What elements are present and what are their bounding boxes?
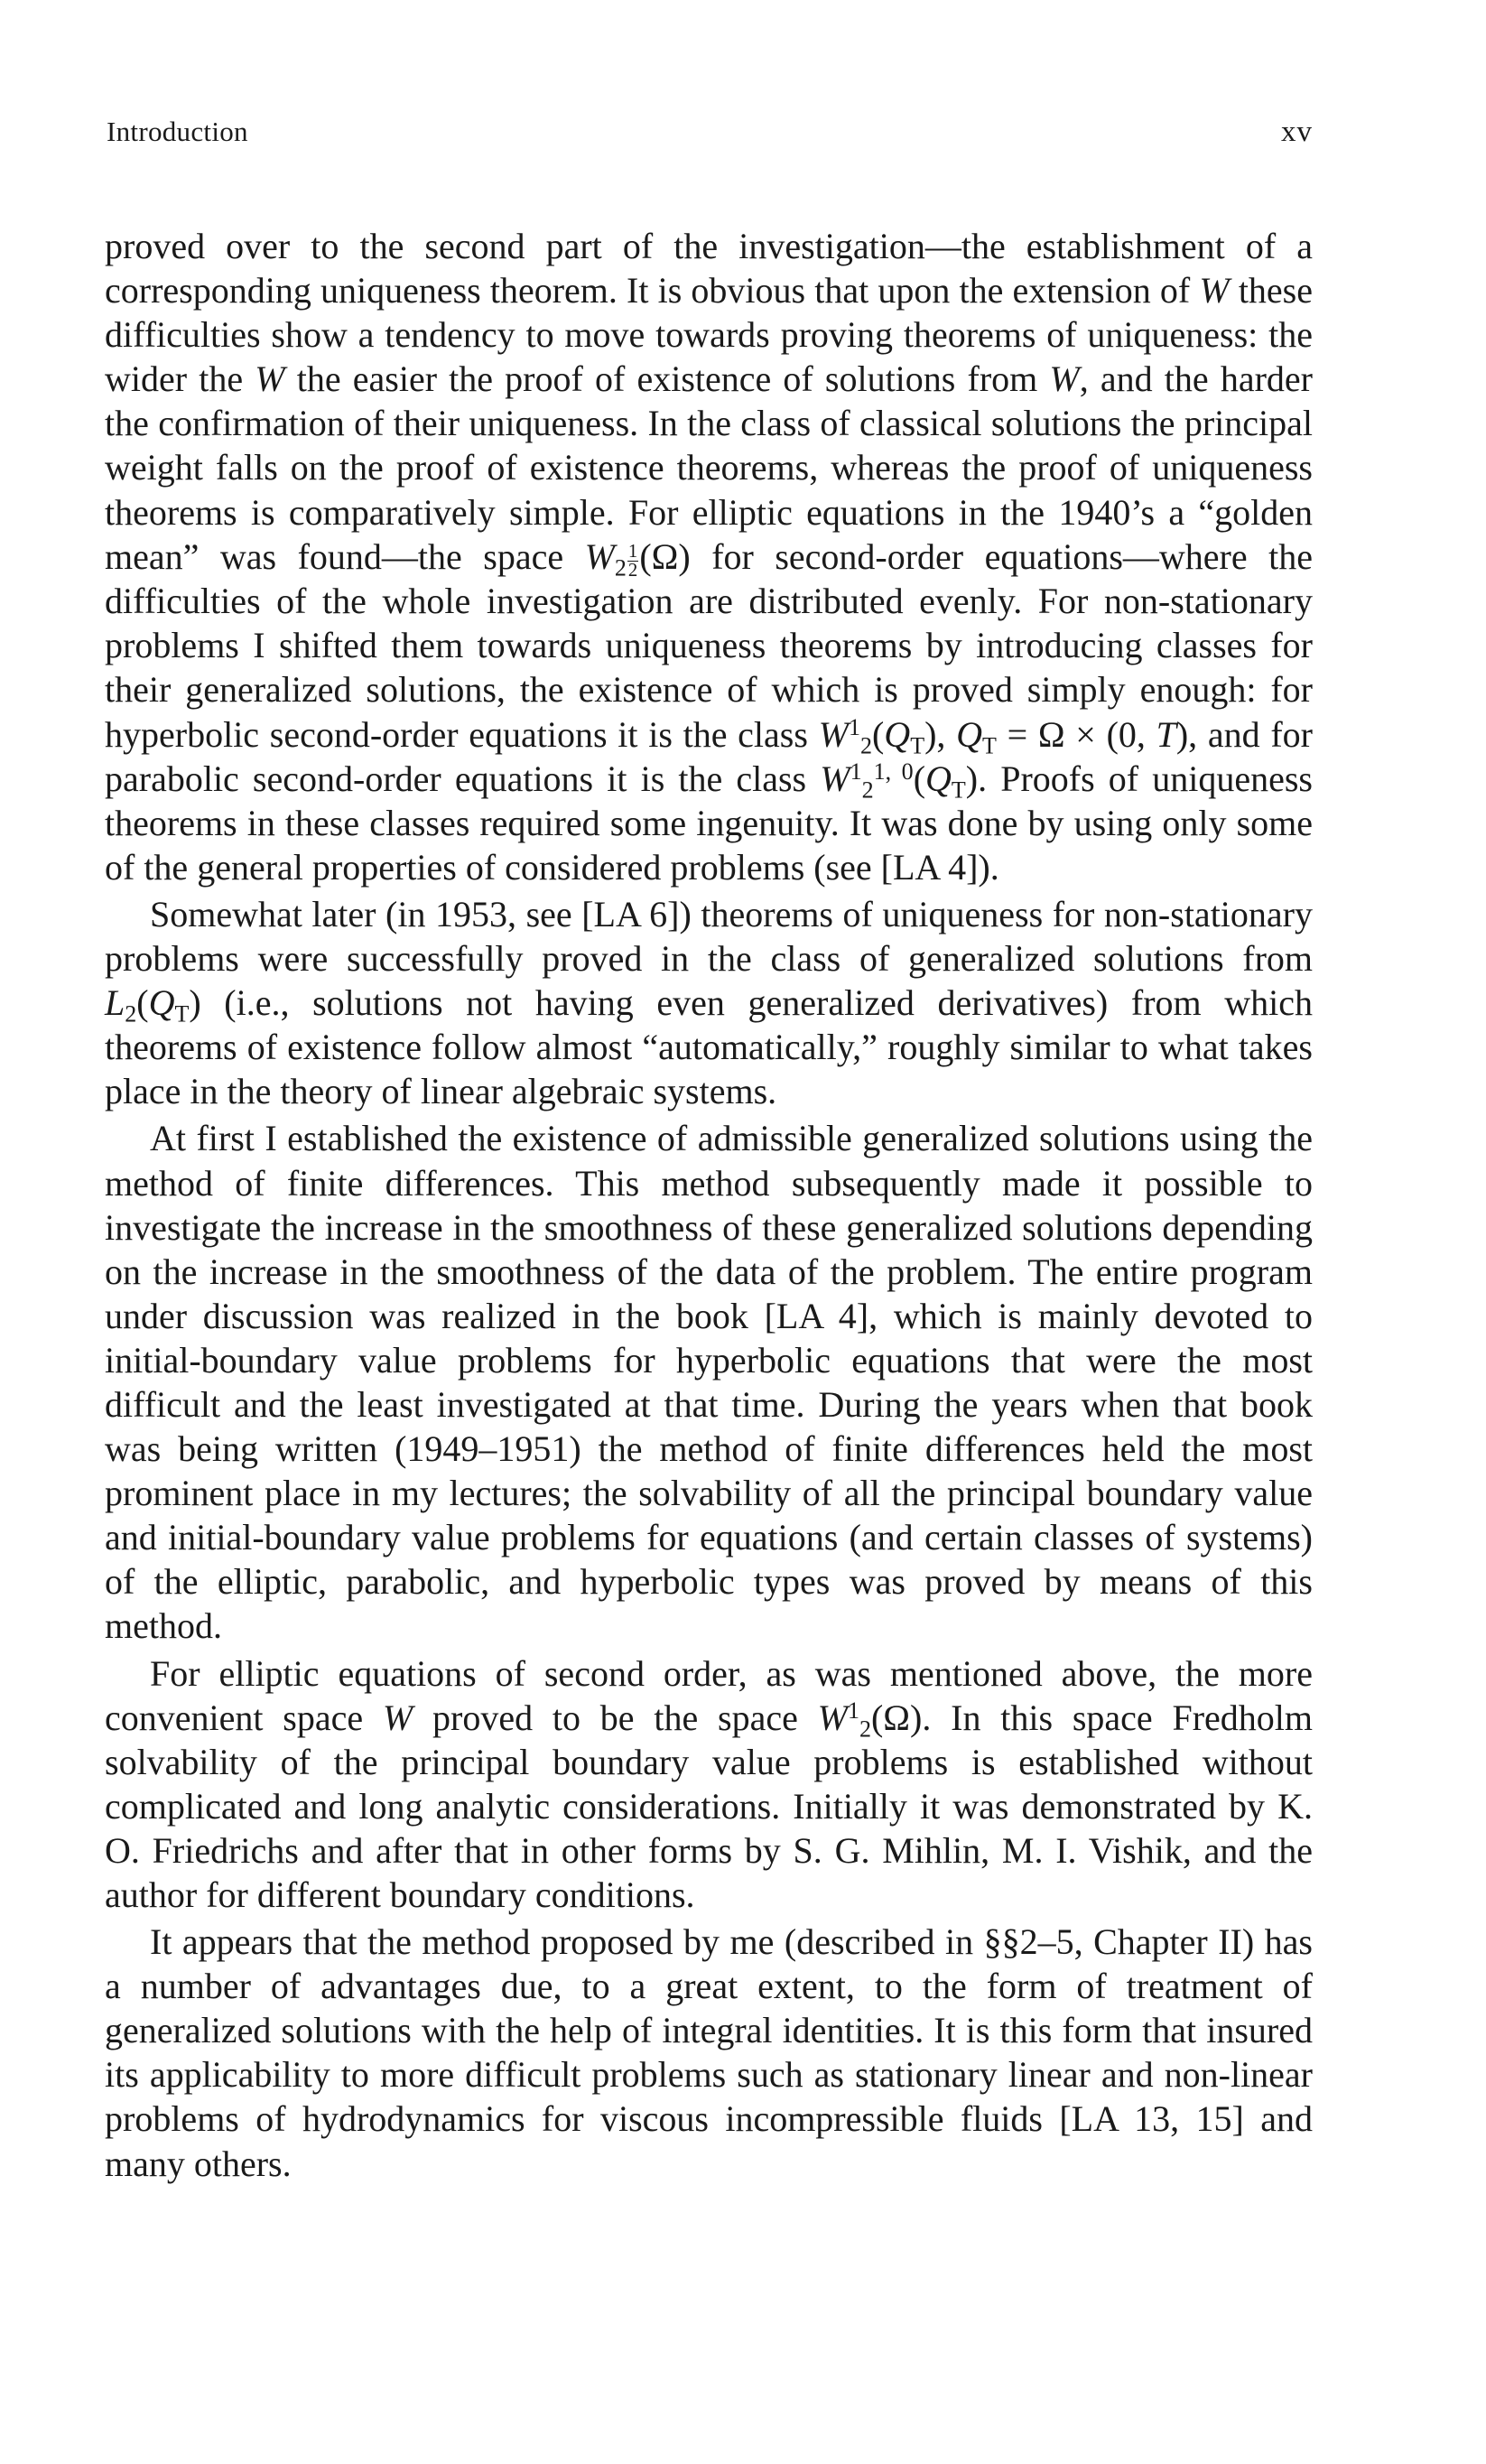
math-subscript: 2 [614, 553, 627, 581]
math-subscript: 2 [125, 1000, 137, 1027]
math-symbol: W [382, 1697, 413, 1738]
text-run: = Ω × (0, [996, 713, 1156, 755]
text-run: ( [913, 758, 926, 799]
math-symbol: T [1156, 713, 1176, 755]
paragraph [105, 224, 1313, 889]
text-run: It appears that the method proposed by me (described in §§2–5, Chapter II) has a number of advantages due, to a great extent, to the form of treatment of generalized solutions with the help of integral identities. It is this form that insured its applicability to more difficult problems such as stationary linear and non-linear problems of hydrodynamics for viscous incompressible fluids [LA 13, 15] and many others. [105, 1921, 1313, 2184]
paragraph [105, 892, 1313, 1113]
text-run: ). Proofs of uniqueness theorems in these classes required some ingenuity. It was done by using only some of the general properties of considered problems (see [LA 4]). [105, 758, 1313, 888]
running-title: Introduction [107, 116, 248, 147]
text-run: proved over to the second part of the investigation—the establishment of a corresponding uniqueness theorem. It is obvious that upon the extension of [105, 226, 1313, 311]
body-text [105, 224, 1313, 2186]
math-subscript: T [982, 731, 997, 758]
math-fraction [627, 540, 638, 581]
math-symbol: Q [884, 713, 911, 755]
text-run: At first I established the existence of admissible generalized solutions using the method of finite differences. This method subsequently made it possible to investigate the increase in the smoothness of these generalized solutions depending on the increase in the smoothness of the data of the problem. The entire program under discussion was realized in the book [LA 4], which is mainly devoted to initial-boundary value problems for hyperbolic equations that were the most difficult and the least investigated at that time. During the years when that book was being written (1949–1951) the method of finite differences held the most prominent place in my lectures; the solvability of all the principal boundary value and initial-boundary value problems for equations (and certain classes of systems) of the elliptic, parabolic, and hyperbolic types was proved by means of this method. [105, 1118, 1313, 1647]
math-symbol: W [1049, 358, 1080, 400]
math-subscript: T [951, 776, 966, 803]
math-symbol: L [105, 982, 125, 1024]
text-run: proved to be the space [413, 1697, 818, 1738]
paragraph [105, 1116, 1313, 1648]
math-superscript: 1 [847, 1697, 859, 1724]
math-superscript: 1, 0 [873, 758, 914, 785]
text-run: ), [924, 713, 957, 755]
math-symbol: Q [956, 713, 982, 755]
math-superscript: 1 [850, 758, 862, 785]
math-subscript: T [174, 1000, 190, 1027]
text-run: the easier the proof of existence of solutions from [284, 358, 1050, 400]
text-run: , and the harder the confirmation of their uniqueness. In the class of classical solutions the principal weight falls on the proof of existence theorems, whereas the proof of uniqueness theorems is comparatively simple. For elliptic equations in the 1940’s a “golden mean” was found—the space [105, 358, 1313, 577]
math-symbol: W [820, 758, 850, 799]
math-subscript: 2 [859, 1715, 871, 1742]
text-run: these difficulties show a tendency to move towards proving theorems of uniqueness: the wider the [105, 270, 1314, 400]
page-number: xv [1281, 116, 1313, 148]
fraction-denominator: 2 [627, 559, 638, 581]
math-symbol: W [1199, 270, 1230, 311]
text-run: For elliptic equations of second order, as was mentioned above, the more convenient space [105, 1652, 1313, 1738]
fraction-numerator: 1 [627, 540, 638, 562]
math-superscript: 1 [848, 713, 860, 740]
text-run: (Ω). In this space Fredholm solvability of the principal boundary value problems is established without complicated and long analytic considerations. Initially it was demonstrated by K. O. Friedrichs and after that in other forms by S. G. Mihlin, M. I. Vishik, and the author for different boundary conditions. [105, 1697, 1313, 1916]
math-symbol: W [818, 713, 849, 755]
math-subscript: 2 [859, 731, 872, 758]
text-run: ) (i.e., solutions not having even generalized derivatives) from which theorems of existence follow almost “automatically,” roughly similar to what takes place in the theory of linear algebraic systems. [105, 982, 1313, 1112]
paragraph [105, 1651, 1313, 1918]
math-symbol: W [255, 358, 285, 400]
math-subscript: 2 [861, 776, 874, 803]
text-run: ( [871, 713, 885, 755]
math-symbol: W [817, 1697, 848, 1738]
running-header [107, 116, 1313, 149]
text-run: ), and for parabolic second-order equations it is the class [105, 713, 1313, 799]
math-symbol: W [584, 535, 615, 577]
math-subscript: T [910, 731, 925, 758]
math-symbol: Q [148, 982, 175, 1024]
text-run: Somewhat later (in 1953, see [LA 6]) theorems of uniqueness for non-stationary problems were successfully proved in the class of generalized solutions from [105, 893, 1313, 980]
text-run: ( [136, 982, 149, 1024]
math-symbol: Q [925, 758, 952, 799]
paragraph [105, 1920, 1313, 2186]
text-run: (Ω) for second-order equations—where the difficulties of the whole investigation are distributed evenly. For non-stationary problems I shifted them towards uniqueness theorems by introducing classes for their generalized solutions, the existence of which is proved simply enough: for hyperbolic second-order equations it is the class [105, 535, 1313, 755]
